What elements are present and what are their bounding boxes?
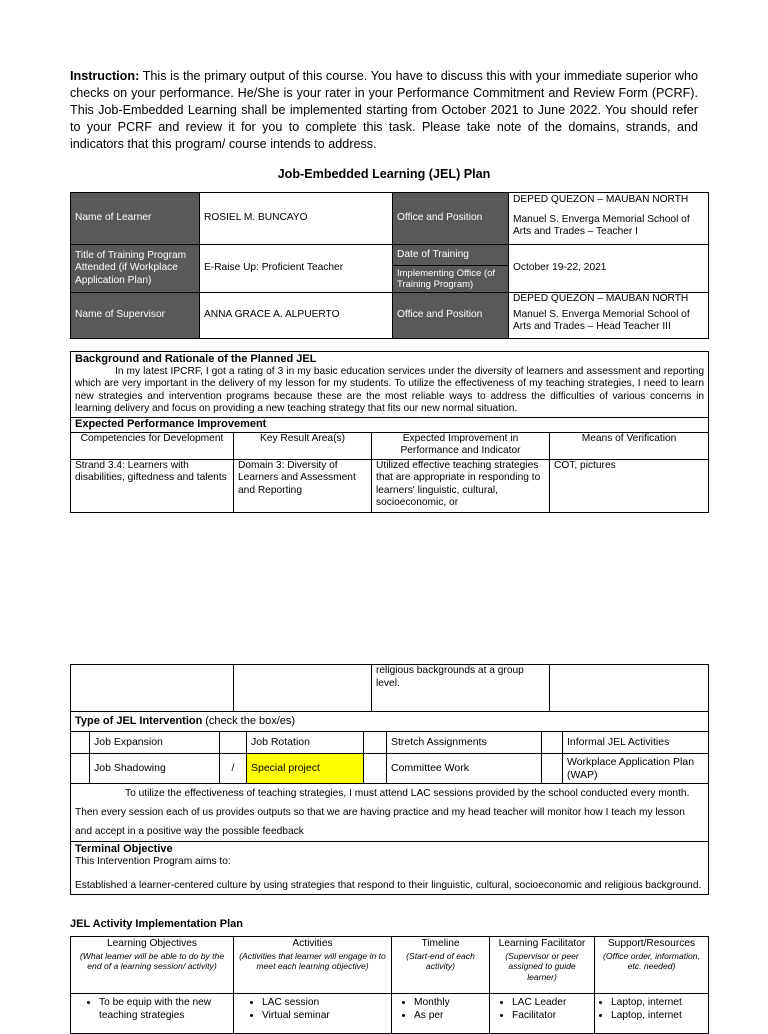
terminal-objective-line2: Established a learner-centered culture by using strategies that respond to their linguistic, cultural, socioeconomic and religious background. <box>75 880 702 891</box>
office-value-2 <box>509 293 709 339</box>
checkbox-job-expansion[interactable] <box>71 732 90 754</box>
intervention-note: (check the box/es) <box>205 714 296 727</box>
supervisor-label: Name of Supervisor <box>71 293 200 339</box>
implementing-label: Implementing Office (of Training Program) <box>393 266 509 293</box>
instruction-text: This is the primary output of this course. You have to discuss this with your immediate superior who checks on your performance. He/She is your rater in your Performance Commitment and Review Form (PCRF). This Job-Embedded Learning shall be implemented starting from October 2021 to June 2022. You should refer to your PCRF and review it for you to complete this task. Please take note of the domains, strands, and indicators that this program/ course intends to address. <box>70 69 698 151</box>
terminal-objective-section <box>71 842 709 895</box>
cell-objectives <box>71 994 234 1034</box>
intervention-description: To utilize the effectiveness of teaching strategies, I must attend LAC sessions provided by the school conducted every month. Then every session each of us provides outputs so that we are having practice and my head teacher will monitor how I teach my lesson and accept in a positive way the possible feedback <box>71 784 709 842</box>
cont-cell-2 <box>234 665 372 712</box>
background-table <box>70 351 709 513</box>
list-item: • Virtual seminar <box>262 1010 387 1023</box>
instruction-label: Instruction: <box>70 69 140 83</box>
office-value-1-top: DEPED QUEZON – MAUBAN NORTH <box>513 194 689 205</box>
cell-timeline <box>392 994 490 1034</box>
col-competencies: Competencies for Development <box>71 432 234 459</box>
list-item: • Monthly <box>414 997 485 1010</box>
background-section <box>71 352 709 418</box>
cell-expected-improvement: Utilized effective teaching strategies that are appropriate in responding to learners' linguistic, cultural, socioeconomic, or <box>372 459 550 512</box>
checkbox-job-shadowing[interactable] <box>71 754 90 784</box>
cell-activities <box>234 994 392 1034</box>
list-item: • To be equip with the new teaching strategies <box>99 997 229 1022</box>
cell-key-result: Domain 3: Diversity of Learners and Assessment and Reporting <box>234 459 372 512</box>
instruction-paragraph <box>70 68 698 153</box>
office-label-2: Office and Position <box>393 293 509 339</box>
list-item: • Laptop, internet <box>611 1010 704 1023</box>
cont-expected-improvement: religious backgrounds at a group level. <box>372 665 550 712</box>
col-facilitator-title: Learning Facilitator <box>498 938 586 949</box>
cell-verification: COT, pictures <box>550 459 709 512</box>
col-facilitator <box>490 937 595 994</box>
list-item: • LAC Leader <box>512 997 590 1010</box>
option-job-rotation: Job Rotation <box>247 732 364 754</box>
implementation-table <box>70 936 709 1034</box>
col-activities-sub: (Activities that learner will engage in to meet each learning objective) <box>239 950 386 971</box>
option-committee-work: Committee Work <box>387 754 542 784</box>
intervention-heading-row <box>71 712 709 732</box>
list-item: • Facilitator <box>512 1010 590 1023</box>
office-value-2-bottom: Manuel S. Enverga Memorial School of Arts and Trades – Head Teacher III <box>513 308 690 332</box>
col-activities <box>234 937 392 994</box>
col-verification: Means of Verification <box>550 432 709 459</box>
terminal-objective-heading: Terminal Objective <box>75 843 173 855</box>
option-special-project: Special project <box>247 754 364 784</box>
training-label: Title of Training Program Attended (if Workplace Application Plan) <box>71 245 200 293</box>
col-learning-objectives-title: Learning Objectives <box>106 938 198 949</box>
supervisor-value: ANNA GRACE A. ALPUERTO <box>200 293 393 339</box>
option-informal-jel: Informal JEL Activities <box>563 732 709 754</box>
intervention-heading: Type of JEL Intervention <box>75 714 203 727</box>
col-key-result: Key Result Area(s) <box>234 432 372 459</box>
checkbox-committee-work[interactable] <box>364 754 387 784</box>
col-expected-improvement: Expected Improvement in Performance and Indicator <box>372 432 550 459</box>
improvement-heading: Expected Performance Improvement <box>71 417 709 432</box>
background-text: In my latest IPCRF, I got a rating of 3 in my basic education services under the diversity of learners and assessment and reporting which are very important in the delivery of my lesson for my students. To utilize the effectiveness of my teaching strategies, I need to learn new strategies and intervention programs because these are the most reliable ways to address the difficulties of various concerns in learning delivery and focus on providing a new teaching strategy that fits our new normal situation. <box>75 365 705 414</box>
checkbox-job-rotation[interactable] <box>220 732 247 754</box>
learner-info-table <box>70 192 709 339</box>
office-value-2-top: DEPED QUEZON – MAUBAN NORTH <box>513 293 689 304</box>
col-timeline-title: Timeline <box>421 938 460 949</box>
background-heading: Background and Rationale of the Planned JEL <box>75 353 317 365</box>
col-learning-objectives <box>71 937 234 994</box>
col-facilitator-sub: (Supervisor or peer assigned to guide learner) <box>505 950 579 982</box>
list-item: • Laptop, internet <box>611 997 704 1010</box>
checkbox-informal-jel[interactable] <box>542 732 563 754</box>
col-resources-title: Support/Resources <box>607 938 696 949</box>
office-label-1: Office and Position <box>393 193 509 245</box>
col-resources-sub: (Office order, information, etc. needed) <box>603 950 700 971</box>
implementation-heading: JEL Activity Implementation Plan <box>70 918 243 930</box>
training-value: E-Raise Up: Proficient Teacher <box>200 245 393 293</box>
option-wap: Workplace Application Plan (WAP) <box>563 754 709 784</box>
checkbox-stretch-assignments[interactable] <box>364 732 387 754</box>
office-value-1 <box>509 193 709 245</box>
terminal-objective-line1: This Intervention Program aims to: <box>75 855 231 867</box>
list-item: • LAC session <box>262 997 387 1010</box>
checkbox-wap[interactable] <box>542 754 563 784</box>
learner-value: ROSIEL M. BUNCAYO <box>200 193 393 245</box>
checkbox-special-project[interactable]: / <box>220 754 247 784</box>
col-activities-title: Activities <box>292 938 333 949</box>
continuation-table <box>70 664 709 712</box>
col-learning-objectives-sub: (What learner will be able to do by the end of a learning session/ activity) <box>79 950 225 971</box>
cell-facilitators <box>490 994 595 1034</box>
col-timeline-sub: (Start-end of each activity) <box>406 950 475 971</box>
cont-cell-1 <box>71 665 234 712</box>
office-value-1-bottom: Manuel S. Enverga Memorial School of Arts and Trades – Teacher I <box>513 213 690 237</box>
learner-label: Name of Learner <box>71 193 200 245</box>
cont-cell-4 <box>550 665 709 712</box>
col-timeline <box>392 937 490 994</box>
option-stretch-assignments: Stretch Assignments <box>387 732 542 754</box>
cell-competency: Strand 3.4: Learners with disabilities, giftedness and talents <box>71 459 234 512</box>
intervention-table <box>70 711 709 895</box>
date-label: Date of Training <box>393 245 509 266</box>
option-job-shadowing: Job Shadowing <box>90 754 220 784</box>
date-value: October 19-22, 2021 <box>509 245 709 293</box>
col-resources <box>595 937 709 994</box>
plan-title: Job-Embedded Learning (JEL) Plan <box>277 167 491 181</box>
option-job-expansion: Job Expansion <box>90 732 220 754</box>
list-item: • As per <box>414 1010 485 1023</box>
cell-resources <box>595 994 709 1034</box>
